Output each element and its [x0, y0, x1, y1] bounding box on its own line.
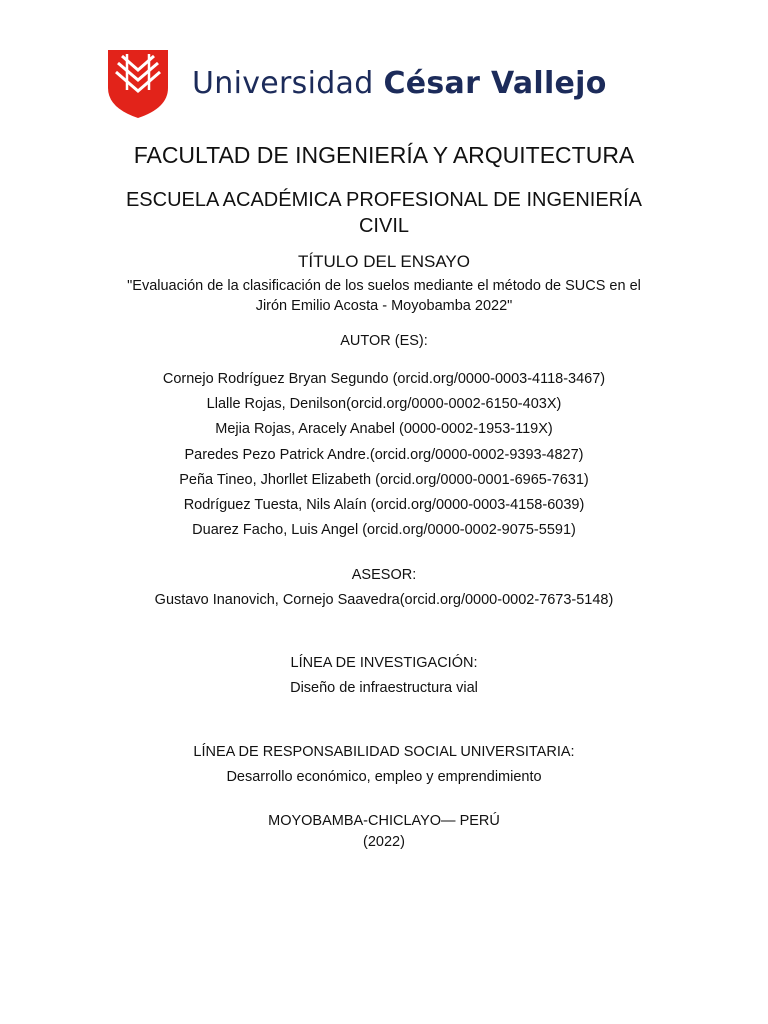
year: (2022) [363, 834, 405, 850]
essay-title [0, 276, 768, 316]
research-line-label: LÍNEA DE INVESTIGACIÓN: [290, 655, 478, 671]
authors-label: AUTOR (ES): [340, 333, 428, 349]
university-name [192, 66, 607, 101]
school-heading-line2: CIVIL [358, 215, 410, 237]
authors-list [0, 370, 768, 546]
shield-logo-icon [108, 50, 168, 118]
author-item: Duarez Facho, Luis Angel (orcid.org/0000-0002-9075-5591) [192, 522, 576, 539]
social-responsibility-label: LÍNEA DE RESPONSABILIDAD SOCIAL UNIVERSITARIA: [193, 744, 575, 760]
adviser-name: Gustavo Inanovich, Cornejo Saavedra(orcid.org/0000-0002-7673-5148) [154, 592, 614, 608]
university-name-regular: Universidad [192, 66, 384, 101]
essay-title-line2: Jirón Emilio Acosta - Moyobamba 2022" [255, 298, 513, 314]
place: MOYOBAMBA-CHICLAYO— PERÚ [268, 813, 500, 829]
university-logo [108, 50, 607, 118]
author-item: Rodríguez Tuesta, Nils Alaín (orcid.org/0000-0003-4158-6039) [183, 496, 585, 513]
author-item: Cornejo Rodríguez Bryan Segundo (orcid.org/0000-0003-4118-3467) [162, 371, 606, 387]
research-line-value: Diseño de infraestructura vial [290, 680, 478, 696]
author-item: Paredes Pezo Patrick Andre.(orcid.org/0000-0002-9393-4827) [184, 446, 584, 463]
essay-title-line1: "Evaluación de la clasificación de los suelos mediante el método de SUCS en el [127, 278, 641, 294]
social-responsibility-value: Desarrollo económico, empleo y emprendimiento [226, 769, 542, 785]
author-item: Peña Tineo, Jhorllet Elizabeth (orcid.org/0000-0001-6965-7631) [179, 471, 589, 488]
university-name-bold: César Vallejo [383, 66, 607, 101]
author-item: Mejia Rojas, Aracely Anabel (0000-0002-1953-119X) [215, 421, 553, 438]
essay-title-label: TÍTULO DEL ENSAYO [298, 252, 470, 271]
author-item: Llalle Rojas, Denilson(orcid.org/0000-0002-6150-403X) [206, 396, 562, 413]
faculty-heading: FACULTAD DE INGENIERÍA Y ARQUITECTURA [133, 142, 635, 168]
adviser-label: ASESOR: [351, 567, 417, 583]
school-heading [0, 187, 768, 239]
school-heading-line1: ESCUELA ACADÉMICA PROFESIONAL DE INGENIERÍA [125, 189, 643, 211]
